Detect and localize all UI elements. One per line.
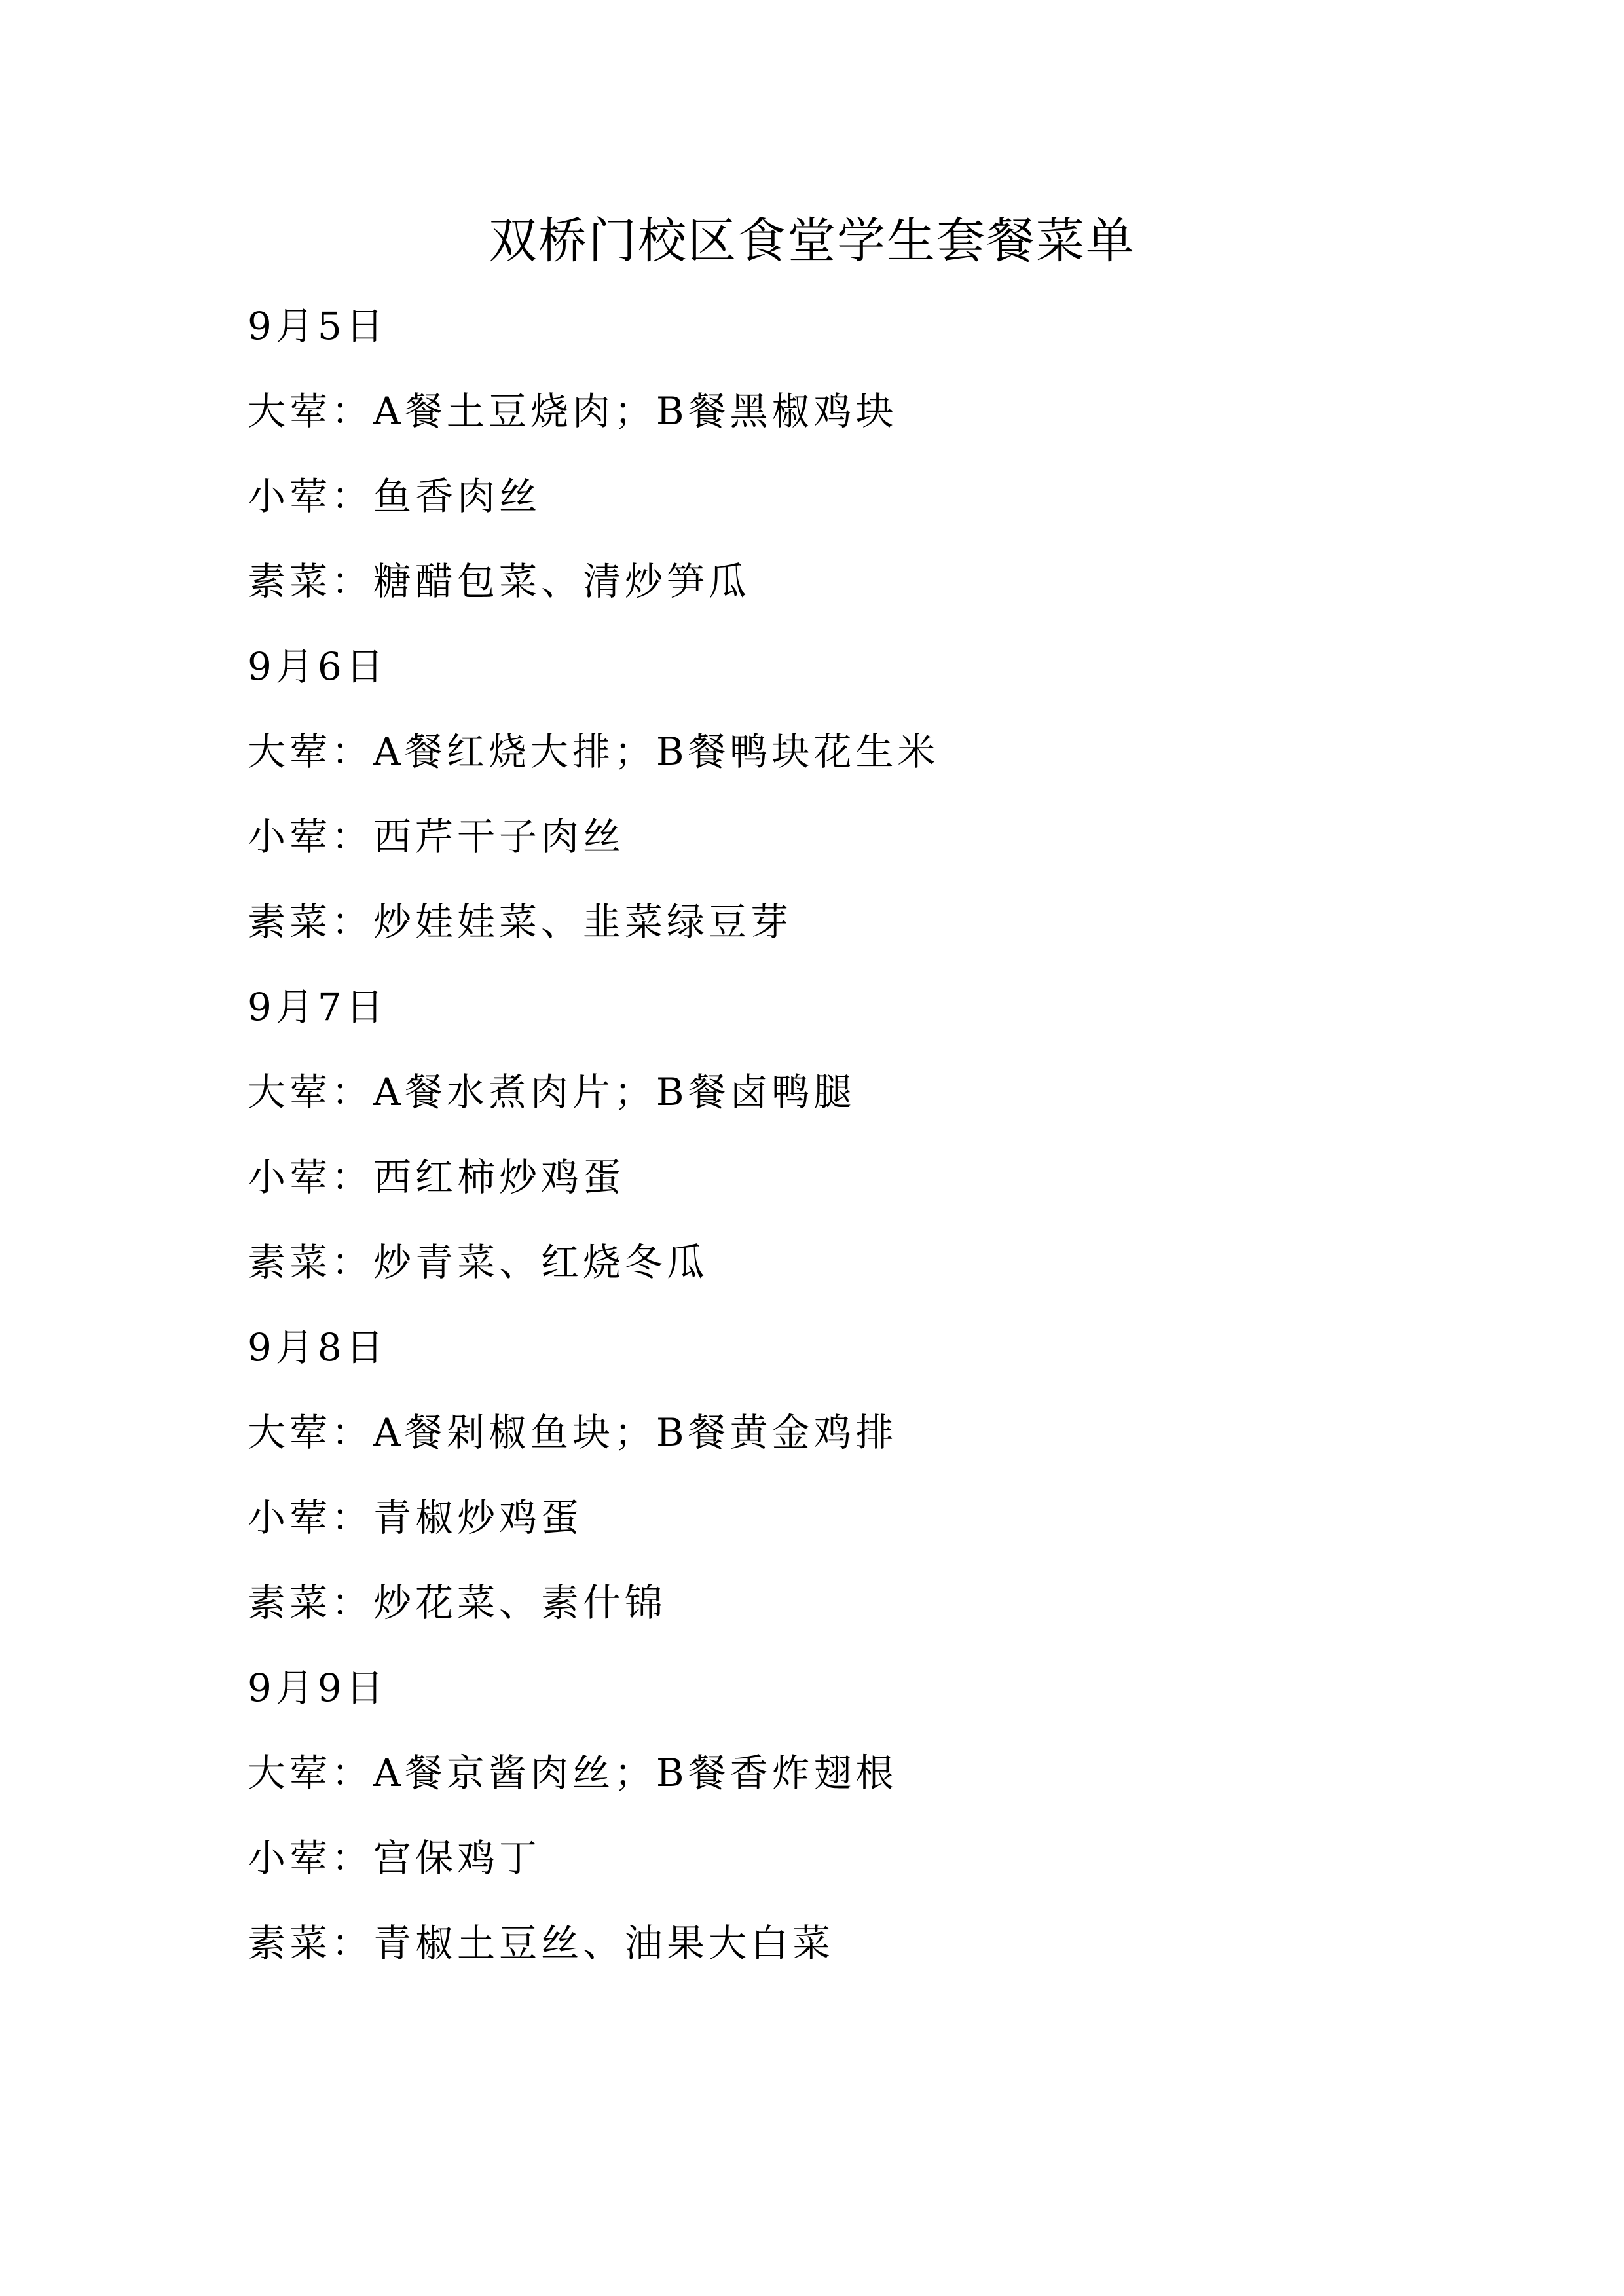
day-date: 9月9日 xyxy=(248,1666,388,1710)
side-dish-line: 小荤：青椒炒鸡蛋 xyxy=(248,1495,583,1540)
main-dish-line: 大荤：A餐京酱肉丝；B餐香炸翅根 xyxy=(248,1751,898,1795)
menu-list xyxy=(248,295,1426,1997)
vegetable-line: 素菜：青椒土豆丝、油果大白菜 xyxy=(248,1921,835,1965)
day-date: 9月6日 xyxy=(248,644,388,689)
side-dish-line: 小荤：西芹干子肉丝 xyxy=(248,814,625,859)
main-dish-line: 大荤：A餐红烧大排；B餐鸭块花生米 xyxy=(248,729,940,774)
main-dish-line: 大荤：A餐水煮肉片；B餐卤鸭腿 xyxy=(248,1070,856,1114)
day-block xyxy=(248,975,1426,1316)
day-date: 9月8日 xyxy=(248,1325,388,1370)
document-title: 双桥门校区食堂学生套餐菜单 xyxy=(489,213,1135,269)
day-block xyxy=(248,635,1426,975)
vegetable-line: 素菜：炒娃娃菜、韭菜绿豆芽 xyxy=(248,900,793,944)
vegetable-line: 素菜：炒青菜、红烧冬瓜 xyxy=(248,1240,709,1285)
day-block xyxy=(248,295,1426,635)
day-block xyxy=(248,1316,1426,1656)
main-dish-line: 大荤：A餐剁椒鱼块；B餐黄金鸡排 xyxy=(248,1410,898,1455)
day-date: 9月5日 xyxy=(248,304,388,348)
side-dish-line: 小荤：西红柿炒鸡蛋 xyxy=(248,1155,625,1199)
day-block xyxy=(248,1656,1426,1997)
main-dish-line: 大荤：A餐土豆烧肉；B餐黑椒鸡块 xyxy=(248,389,898,433)
day-date: 9月7日 xyxy=(248,985,388,1029)
vegetable-line: 素菜：炒花菜、素什锦 xyxy=(248,1580,667,1625)
side-dish-line: 小荤：鱼香肉丝 xyxy=(248,474,542,519)
side-dish-line: 小荤：宫保鸡丁 xyxy=(248,1836,542,1880)
vegetable-line: 素菜：糖醋包菜、清炒笋瓜 xyxy=(248,559,751,604)
